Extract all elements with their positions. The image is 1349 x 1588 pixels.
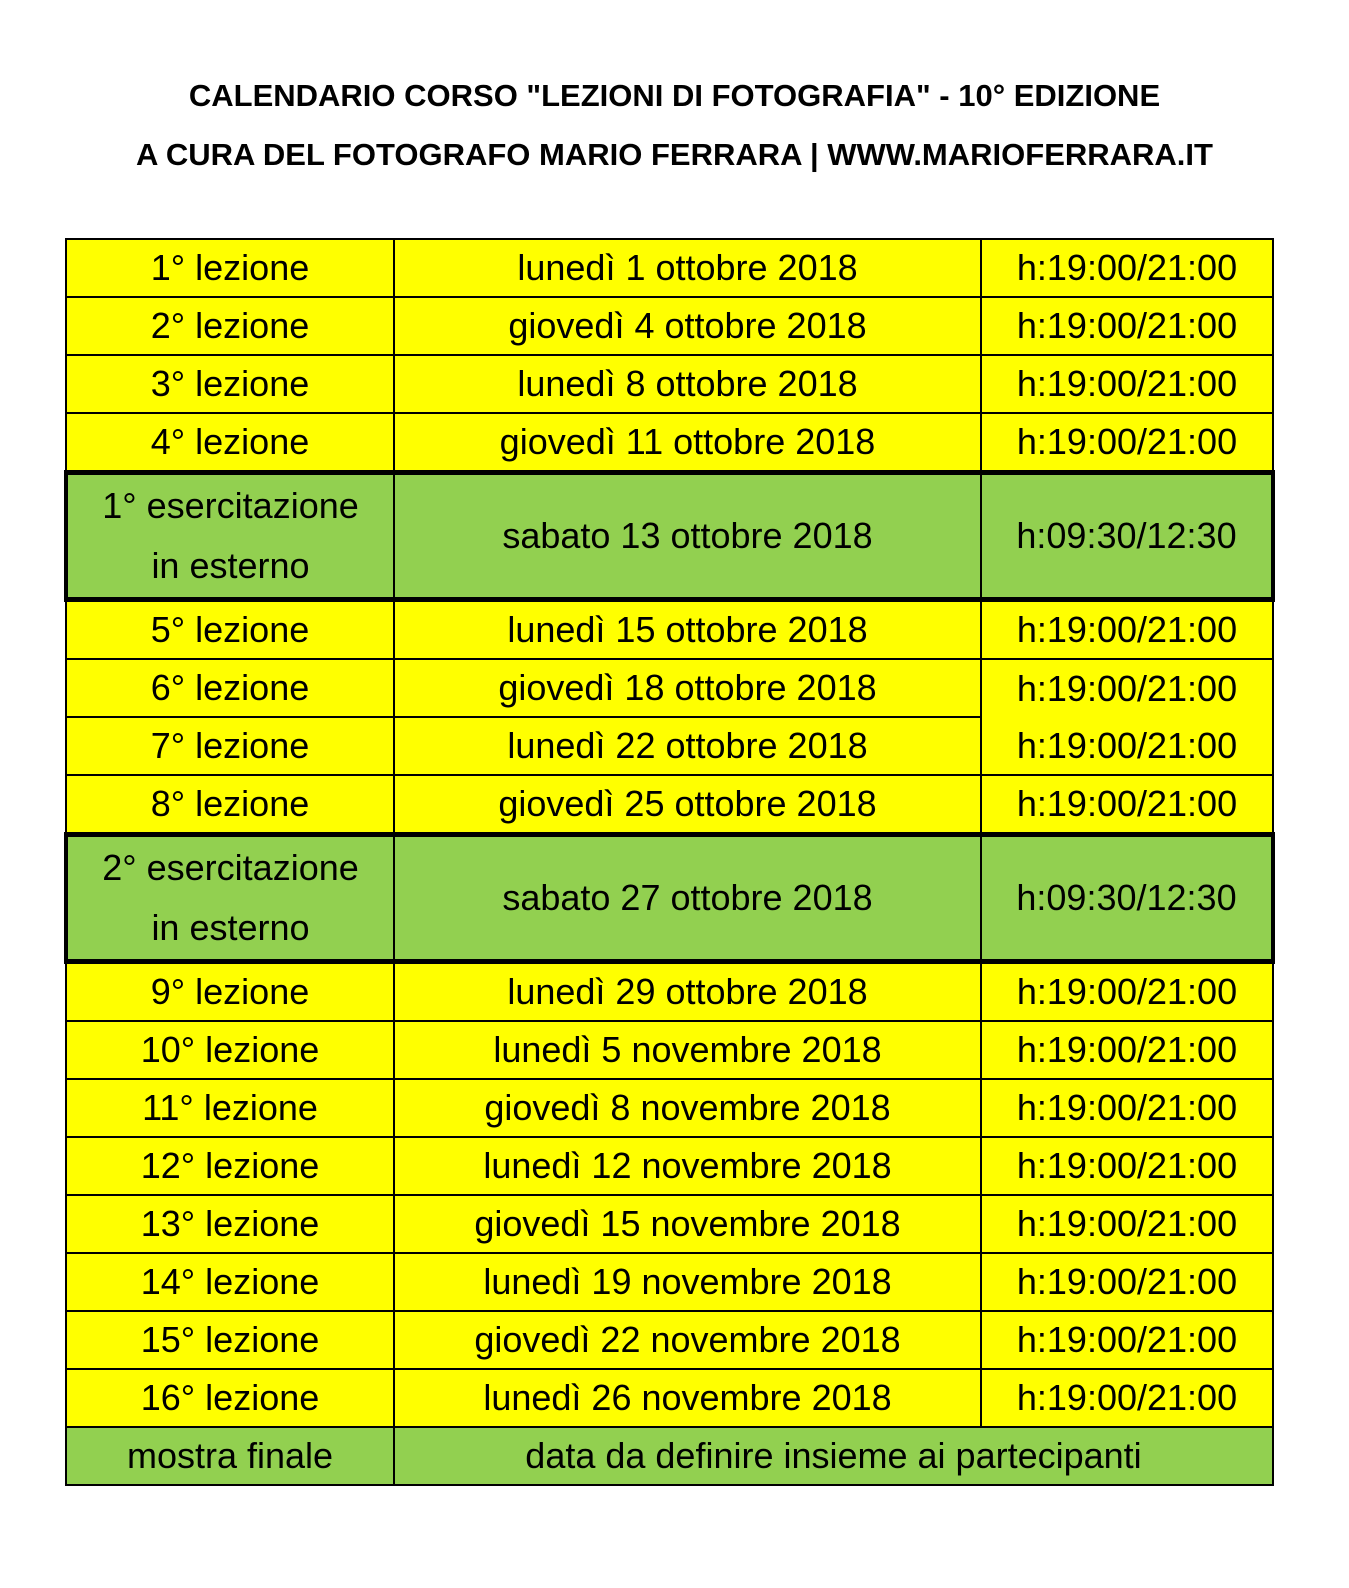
table-row — [66, 1253, 1273, 1311]
session-date: giovedì 25 ottobre 2018 — [394, 775, 981, 835]
session-label: 12° lezione — [66, 1137, 394, 1195]
table-row — [66, 717, 1273, 775]
session-date: lunedì 22 ottobre 2018 — [394, 717, 981, 775]
session-date: lunedì 15 ottobre 2018 — [394, 600, 981, 660]
table-row — [66, 962, 1273, 1022]
table-row — [66, 1311, 1273, 1369]
session-time: h:19:00/21:00 — [981, 1195, 1273, 1253]
session-label: 14° lezione — [66, 1253, 394, 1311]
page-title: CALENDARIO CORSO "LEZIONI DI FOTOGRAFIA" - 10° EDIZIONE — [188, 78, 1161, 113]
session-label: 10° lezione — [66, 1021, 394, 1079]
session-date: lunedì 12 novembre 2018 — [394, 1137, 981, 1195]
table-row — [66, 297, 1273, 355]
session-time: h:19:00/21:00 — [981, 1311, 1273, 1369]
table-row-final-exhibition — [66, 1427, 1273, 1485]
session-time: h:19:00/21:00 — [981, 717, 1273, 775]
session-time: h:19:00/21:00 — [981, 239, 1273, 297]
session-time: h:19:00/21:00 — [981, 1253, 1273, 1311]
table-row — [66, 239, 1273, 297]
table-row — [66, 775, 1273, 835]
session-date: sabato 13 ottobre 2018 — [394, 473, 981, 600]
table-row — [66, 1195, 1273, 1253]
session-label-line: 2° esercitazione — [102, 847, 359, 888]
session-time: h:19:00/21:00 — [981, 600, 1273, 660]
final-note: data da definire insieme ai partecipanti — [394, 1427, 1273, 1485]
table-row — [66, 1137, 1273, 1195]
session-time: h:19:00/21:00 — [981, 962, 1273, 1022]
session-label: 11° lezione — [66, 1079, 394, 1137]
session-label: 9° lezione — [66, 962, 394, 1022]
session-time: h:19:00/21:00 — [981, 1137, 1273, 1195]
session-date: giovedì 11 ottobre 2018 — [394, 413, 981, 473]
session-time: h:19:00/21:00 — [981, 297, 1273, 355]
session-label-line: in esterno — [151, 545, 310, 586]
session-time: h:19:00/21:00 — [981, 355, 1273, 413]
session-label: 16° lezione — [66, 1369, 394, 1427]
session-date: giovedì 15 novembre 2018 — [394, 1195, 981, 1253]
session-time: h:09:30/12:30 — [981, 835, 1273, 962]
table-row — [66, 413, 1273, 473]
session-label: 2° lezione — [66, 297, 394, 355]
session-label — [66, 835, 394, 962]
session-time: h:19:00/21:00 — [981, 1079, 1273, 1137]
session-label: 15° lezione — [66, 1311, 394, 1369]
table-row — [66, 600, 1273, 660]
session-date: giovedì 22 novembre 2018 — [394, 1311, 981, 1369]
session-date: lunedì 19 novembre 2018 — [394, 1253, 981, 1311]
session-label-line: 1° esercitazione — [102, 485, 359, 526]
session-date: lunedì 8 ottobre 2018 — [394, 355, 981, 413]
session-time: h:19:00/21:00 — [981, 659, 1273, 717]
table-row — [66, 659, 1273, 717]
table-row-exercise — [66, 835, 1273, 962]
session-label: 4° lezione — [66, 413, 394, 473]
table-row — [66, 1021, 1273, 1079]
session-label: 5° lezione — [66, 600, 394, 660]
session-label: 8° lezione — [66, 775, 394, 835]
session-date: lunedì 1 ottobre 2018 — [394, 239, 981, 297]
session-label-line: in esterno — [151, 907, 310, 948]
table-row — [66, 1369, 1273, 1427]
table-row — [66, 355, 1273, 413]
session-label: 6° lezione — [66, 659, 394, 717]
session-date: giovedì 4 ottobre 2018 — [394, 297, 981, 355]
session-date: lunedì 26 novembre 2018 — [394, 1369, 981, 1427]
session-label: 3° lezione — [66, 355, 394, 413]
session-date: giovedì 8 novembre 2018 — [394, 1079, 981, 1137]
session-date: sabato 27 ottobre 2018 — [394, 835, 981, 962]
session-label: 13° lezione — [66, 1195, 394, 1253]
course-calendar-table — [64, 238, 1275, 1486]
session-label: 7° lezione — [66, 717, 394, 775]
session-label: 1° lezione — [66, 239, 394, 297]
session-date: lunedì 5 novembre 2018 — [394, 1021, 981, 1079]
table-row — [66, 1079, 1273, 1137]
final-label: mostra finale — [66, 1427, 394, 1485]
session-time: h:19:00/21:00 — [981, 1369, 1273, 1427]
session-label — [66, 473, 394, 600]
session-date: lunedì 29 ottobre 2018 — [394, 962, 981, 1022]
page-subtitle: A CURA DEL FOTOGRAFO MARIO FERRARA | WWW.MARIOFERRARA.IT — [136, 137, 1213, 172]
session-time: h:19:00/21:00 — [981, 1021, 1273, 1079]
session-time: h:19:00/21:00 — [981, 413, 1273, 473]
page-header — [0, 66, 1349, 184]
session-time: h:19:00/21:00 — [981, 775, 1273, 835]
table-row-exercise — [66, 473, 1273, 600]
session-time: h:09:30/12:30 — [981, 473, 1273, 600]
session-date: giovedì 18 ottobre 2018 — [394, 659, 981, 717]
